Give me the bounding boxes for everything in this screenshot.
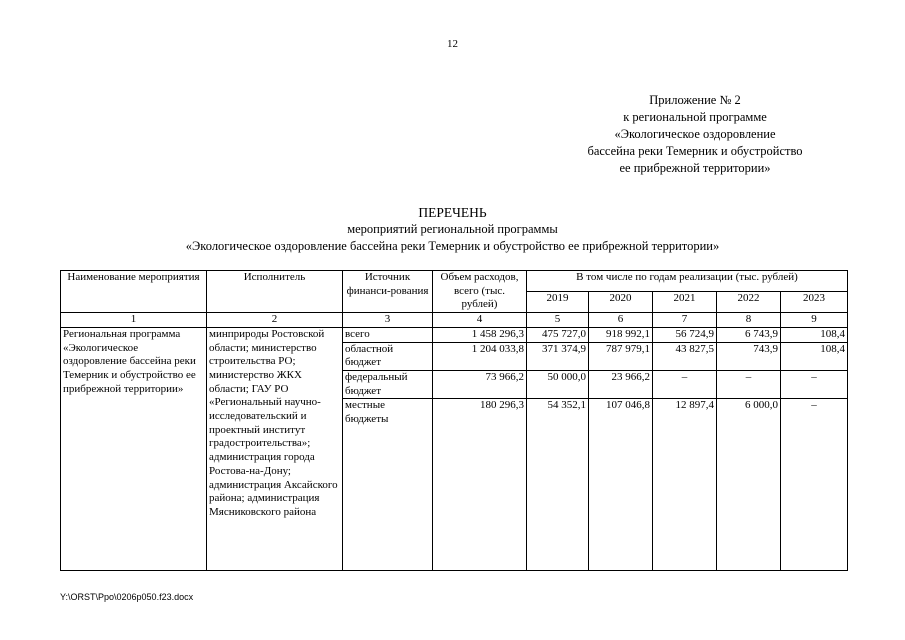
year-value: 918 992,1: [589, 327, 653, 342]
year-value: 475 727,0: [527, 327, 589, 342]
col-number: 9: [781, 313, 848, 328]
header-name: Наименование мероприятия: [61, 271, 207, 313]
year-value: 43 827,5: [653, 342, 717, 370]
column-numbers-row: [61, 313, 848, 328]
col-number: 6: [589, 313, 653, 328]
title-subtitle: мероприятий региональной программы: [347, 222, 558, 236]
col-number: 1: [61, 313, 207, 328]
measures-table: [60, 270, 848, 571]
year-value: –: [781, 370, 848, 398]
header-year: 2023: [781, 292, 848, 313]
year-value: 108,4: [781, 327, 848, 342]
footer-file-path: Y:\ORST\Ppo\0206p050.f23.docx: [60, 592, 194, 602]
header-total: Объем расходов, всего (тыс. рублей): [433, 271, 527, 313]
year-value: –: [781, 399, 848, 571]
total-value: 1 204 033,8: [433, 342, 527, 370]
header-source: Источник финанси-рования: [343, 271, 433, 313]
measure-executor: минприроды Ростовской области; министерство строительства РО; министерство ЖКХ области; ГАУ РО «Региональный научно-исследовательский и проектный институт градостроительства»; администрация города Ростова-на-Дону; администрация Аксайского района; администрация Мясниковского района: [207, 327, 343, 571]
year-value: 371 374,9: [527, 342, 589, 370]
year-value: 54 352,1: [527, 399, 589, 571]
year-value: 12 897,4: [653, 399, 717, 571]
title-main: ПЕРЕЧЕНЬ: [418, 205, 487, 220]
funding-source: всего: [343, 327, 433, 342]
page-number: 12: [447, 38, 458, 50]
funding-source: местные бюджеты: [343, 399, 433, 571]
col-number: 7: [653, 313, 717, 328]
col-number: 3: [343, 313, 433, 328]
header-year: 2019: [527, 292, 589, 313]
total-value: 1 458 296,3: [433, 327, 527, 342]
year-value: 23 966,2: [589, 370, 653, 398]
appendix-line: к региональной программе: [623, 110, 767, 124]
funding-source: областной бюджет: [343, 342, 433, 370]
year-value: 743,9: [717, 342, 781, 370]
total-value: 73 966,2: [433, 370, 527, 398]
year-value: 107 046,8: [589, 399, 653, 571]
title-program-name: «Экологическое оздоровление бассейна реки Темерник и обустройство ее прибрежной территории»: [185, 239, 720, 253]
year-value: 787 979,1: [589, 342, 653, 370]
table-row: [61, 327, 848, 342]
appendix-note: [545, 92, 845, 177]
col-number: 8: [717, 313, 781, 328]
header-executor: Исполнитель: [207, 271, 343, 313]
year-value: –: [717, 370, 781, 398]
year-value: 50 000,0: [527, 370, 589, 398]
header-year: 2020: [589, 292, 653, 313]
year-value: 56 724,9: [653, 327, 717, 342]
measure-name: Региональная программа «Экологическое оздоровление бассейна реки Темерник и обустройство ее прибрежной территории»: [61, 327, 207, 571]
col-number: 2: [207, 313, 343, 328]
appendix-line: ее прибрежной территории»: [619, 161, 771, 175]
document-title: [0, 204, 905, 255]
funding-source: федеральный бюджет: [343, 370, 433, 398]
header-year: 2021: [653, 292, 717, 313]
col-number: 4: [433, 313, 527, 328]
appendix-line: Приложение № 2: [649, 93, 741, 107]
appendix-line: «Экологическое оздоровление: [614, 127, 776, 141]
col-number: 5: [527, 313, 589, 328]
total-value: 180 296,3: [433, 399, 527, 571]
appendix-line: бассейна реки Темерник и обустройство: [587, 144, 803, 158]
year-value: 6 000,0: [717, 399, 781, 571]
year-value: 6 743,9: [717, 327, 781, 342]
year-value: 108,4: [781, 342, 848, 370]
year-value: –: [653, 370, 717, 398]
header-years-group: В том числе по годам реализации (тыс. рублей): [527, 271, 848, 292]
header-year: 2022: [717, 292, 781, 313]
